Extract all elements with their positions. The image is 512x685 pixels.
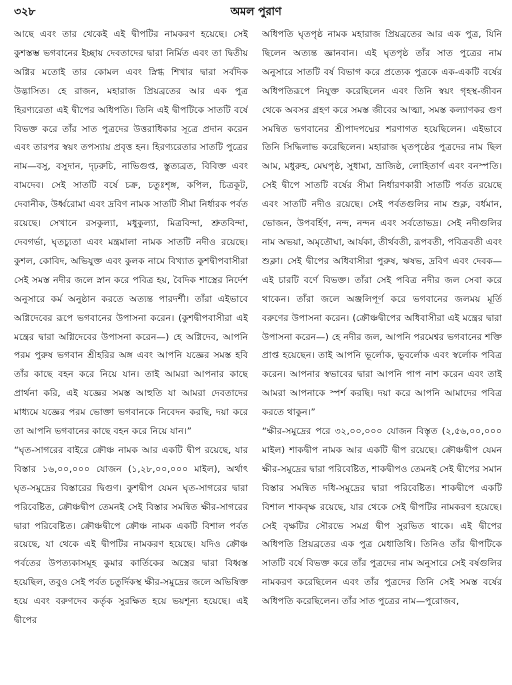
right-text-column (262, 26, 502, 678)
left-text-column (14, 26, 248, 678)
paragraph: “ক্ষীর-সমুদ্রের পরে ৩২,০০,০০০ যোজন বিস্তৃত (২,৫৬,০০,০০০ মাইল) শাকদ্বীপ নামক আর একটি দ্বীপ রয়েছে। ক্রৌঞ্চদ্বীপ যেমন ক্ষীর-সমুদ্রের দ্বারা পরিবেষ্টিত, শাকদ্বীপও তেমনই সেই দ্বীপের সমান বিস্তার সমন্বিত দধি-সমুদ্রের দ্বারা পরিবেষ্টিত। শাকদ্বীপে একটি বিশাল শাকবৃক্ষ রয়েছে, যার থেকে সেই দ্বীপটির নামকরণ হয়েছে। সেই বৃক্ষটির সৌরভে সমগ্র দ্বীপ সুরভিত থাকে। এই দ্বীপের অধিপতি প্রিয়ব্রতের এক পুত্র মেধাতিথি। তিনিও তাঁর দ্বীপটিকে সাতটি বর্ষে বিভক্ত করে তাঁর পুত্রদের নাম অনুসারে সেই বর্ষগুলির নামকরণ করেছিলেন এবং তাঁর পুত্রদের তিনি সেই সমস্ত বর্ষের অধিপতি করেছিলেন। তাঁর সাত পুত্রের নাম—পুরোজব, (262, 426, 502, 608)
paragraph: অধিপতি ঘৃতপৃষ্ঠ নামক মহারাজ প্রিয়ব্রতের আর এক পুত্র, যিনি ছিলেন অত্যন্ত জ্ঞানবান। এই ঘৃতপৃষ্ঠ তাঁর সাত পুত্রের নাম অনুসারে সাতটি বর্ষ বিভাগ করে প্রত্যেক পুত্রকে এক-একটি বর্ষের অধিপতিরূপে নিযুক্ত করেছিলেন এবং তিনি স্বয়ং গৃহস্থ-জীবন থেকে অবসর গ্রহণ করে সমস্ত জীবের আত্মা, সমস্ত কল্যাণকর গুণ সমন্বিত ভগবানের শ্রীপাদপদ্মের শরণাগত হয়েছিলেন। এইভাবে তিনি সিদ্ধিলাভ করেছিলেন। মহারাজ ঘৃতপৃষ্ঠের পুত্রদের নাম ছিল আম, মধুরুহ, মেঘপৃষ্ঠ, সুধামা, ভ্রাজিষ্ঠ, লোহিতার্ণ এবং বনস্পতি। সেই দ্বীপে সাতটি বর্ষের সীমা নির্ধারণকারী সাতটি পর্বত রয়েছে এবং সাতটি নদীও রয়েছে। সেই পর্বতগুলির নাম শুক্ল, বর্ধমান, ভোজন, উপবর্হিণ, নন্দ, নন্দন এবং সর্বতোভদ্র। সেই নদীগুলির নাম অভয়া, অমৃতৌঘা, আর্যকা, তীর্থবতী, রূপবতী, পবিত্রবতী এবং শুক্লা। সেই দ্বীপের অধিবাসীরা পুরুষ, ঋষভ, দ্রবিণ এবং দেবক—এই চারটি বর্ণে বিভক্ত। তাঁরা সেই পবিত্র নদীর জল সেবা করে থাকেন। তাঁরা জলে অঞ্জলিপূর্ণ করে ভগবানের জলময় মূর্তি বরুণের উপাসনা করেন। (ক্রৌঞ্চদ্বীপের অধিবাসীরা এই মন্ত্রের দ্বারা উপাসনা করেন—) হে নদীর জল, আপনি পরমেশ্বর ভগবানের শক্তি প্রাপ্ত হয়েছেন। তাই আপনি ভূর্লোক, ভুবর্লোক এবং স্বর্লোক পবিত্র করেন। আপনার স্বভাবের দ্বারা আপনি পাপ নাশ করেন এবং তাই আমরা আপনাকে স্পর্শ করছি। দয়া করে আপনি আমাদের পবিত্র করতে থাকুন।” (262, 29, 502, 419)
paragraph: “ঘৃত-সাগরের বাইরে ক্রৌঞ্চ নামক আর একটি দ্বীপ রয়েছে, যার বিস্তার ১৬,০০,০০০ যোজন (১,২৮,০০,০০০ মাইল), অর্থাৎ ঘৃত-সমুদ্রের বিস্তারের দ্বিগুণ। কুশদ্বীপ যেমন ঘৃত-সাগরের দ্বারা পরিবেষ্টিত, ক্রৌঞ্চদ্বীপ তেমনই সেই বিস্তার সমন্বিত ক্ষীর-সাগরের দ্বারা পরিবেষ্টিত। ক্রৌঞ্চদ্বীপে ক্রৌঞ্চ নামক একটি বিশাল পর্বত রয়েছে, যা থেকে এই দ্বীপটির নামকরণ হয়েছে। যদিও ক্রৌঞ্চ পর্বতের উপত্যকাসমূহ কুমার কার্তিকের অস্ত্রের দ্বারা বিধ্বস্ত হয়েছিল, তবুও সেই পর্বত চতুর্দিকস্থ ক্ষীর-সমুদ্রের জলে অভিষিক্ত হয়ে এবং বরুণদেব কর্তৃক সুরক্ষিত হয়ে ভয়শূন্য হয়েছে। এই দ্বীপের (14, 444, 248, 627)
paragraph: আছে এবং তার থেকেই এই দ্বীপটির নামকরণ হয়েছে। সেই কুশস্তম্ভ ভগবানের ইচ্ছায় দেবতাদের দ্বারা নির্মিত এবং তা দ্বিতীয় অগ্নির মতোই তার কোমল এবং স্নিগ্ধ শিখার দ্বারা সর্বদিক উদ্ভাসিত। হে রাজন, মহারাজ প্রিয়ব্রতের আর এক পুত্র হিরণ্যরেতা এই দ্বীপের অধিপতি। তিনি এই দ্বীপটিকে সাতটি বর্ষে বিভক্ত করে তাঁর সাত পুত্রদের উত্তরাধিকার সূত্রে প্রদান করেন এবং তারপর স্বয়ং তপস্যায় প্রবৃত্ত হন। হিরণ্যরেতার সাতটি পুত্রের নাম—বসু, বসুদান, দৃঢ়রুচি, নাভিগুপ্ত, স্তুত্যব্রত, বিবিক্ত এবং বামদেব। সেই সাতটি বর্ষে চক্র, চতুঃশৃঙ্গ, কপিল, চিত্রকূট, দেবানীক, উর্ধ্বরোমা এবং দ্রবিণ নামক সাতটি সীমা নির্ধারক পর্বত রয়েছে। সেখানে রসকুল্যা, মধুকুল্যা, মিত্রবিন্দা, শ্রুতবিন্দা, দেবগর্ভা, ঘৃতচ্যুতা এবং মন্ত্রমালা নামক সাতটি নদীও রয়েছে। কুশল, কোবিদ, অভিযুক্ত এবং কুলক নামে বিখ্যাত কুশদ্বীপবাসীরা সেই সমস্ত নদীর জলে স্নান করে পবিত্র হয়, বৈদিক শাস্ত্রের নির্দেশ অনুসারে কর্ম অনুষ্ঠান করতে অত্যন্ত পারদর্শী। তাঁরা এইভাবে অগ্নিদেবের রূপে ভগবানের উপাসনা করেন। (কুশদ্বীপবাসীরা এই মন্ত্রের দ্বারা অগ্নিদেবের উপাসনা করেন—) হে অগ্নিদেব, আপনি পরম পুরুষ ভগবান শ্রীহরির অঙ্গ এবং আপনি যজ্ঞের সমস্ত হবি তাঁর কাছে বহন করে নিয়ে যান। তাই আমরা আপনার কাছে প্রার্থনা করি, এই যজ্ঞের সমস্ত আহুতি যা আমরা দেবতাদের মাধ্যমে যজ্ঞের পরম ভোক্তা ভগবানকে নিবেদন করছি, দয়া করে তা আপনি ভগবানের কাছে বহন করে নিয়ে যান।” (14, 29, 248, 438)
page-number: ৩২৮ (14, 5, 36, 18)
running-title: অমল পুরাণ (230, 5, 282, 18)
